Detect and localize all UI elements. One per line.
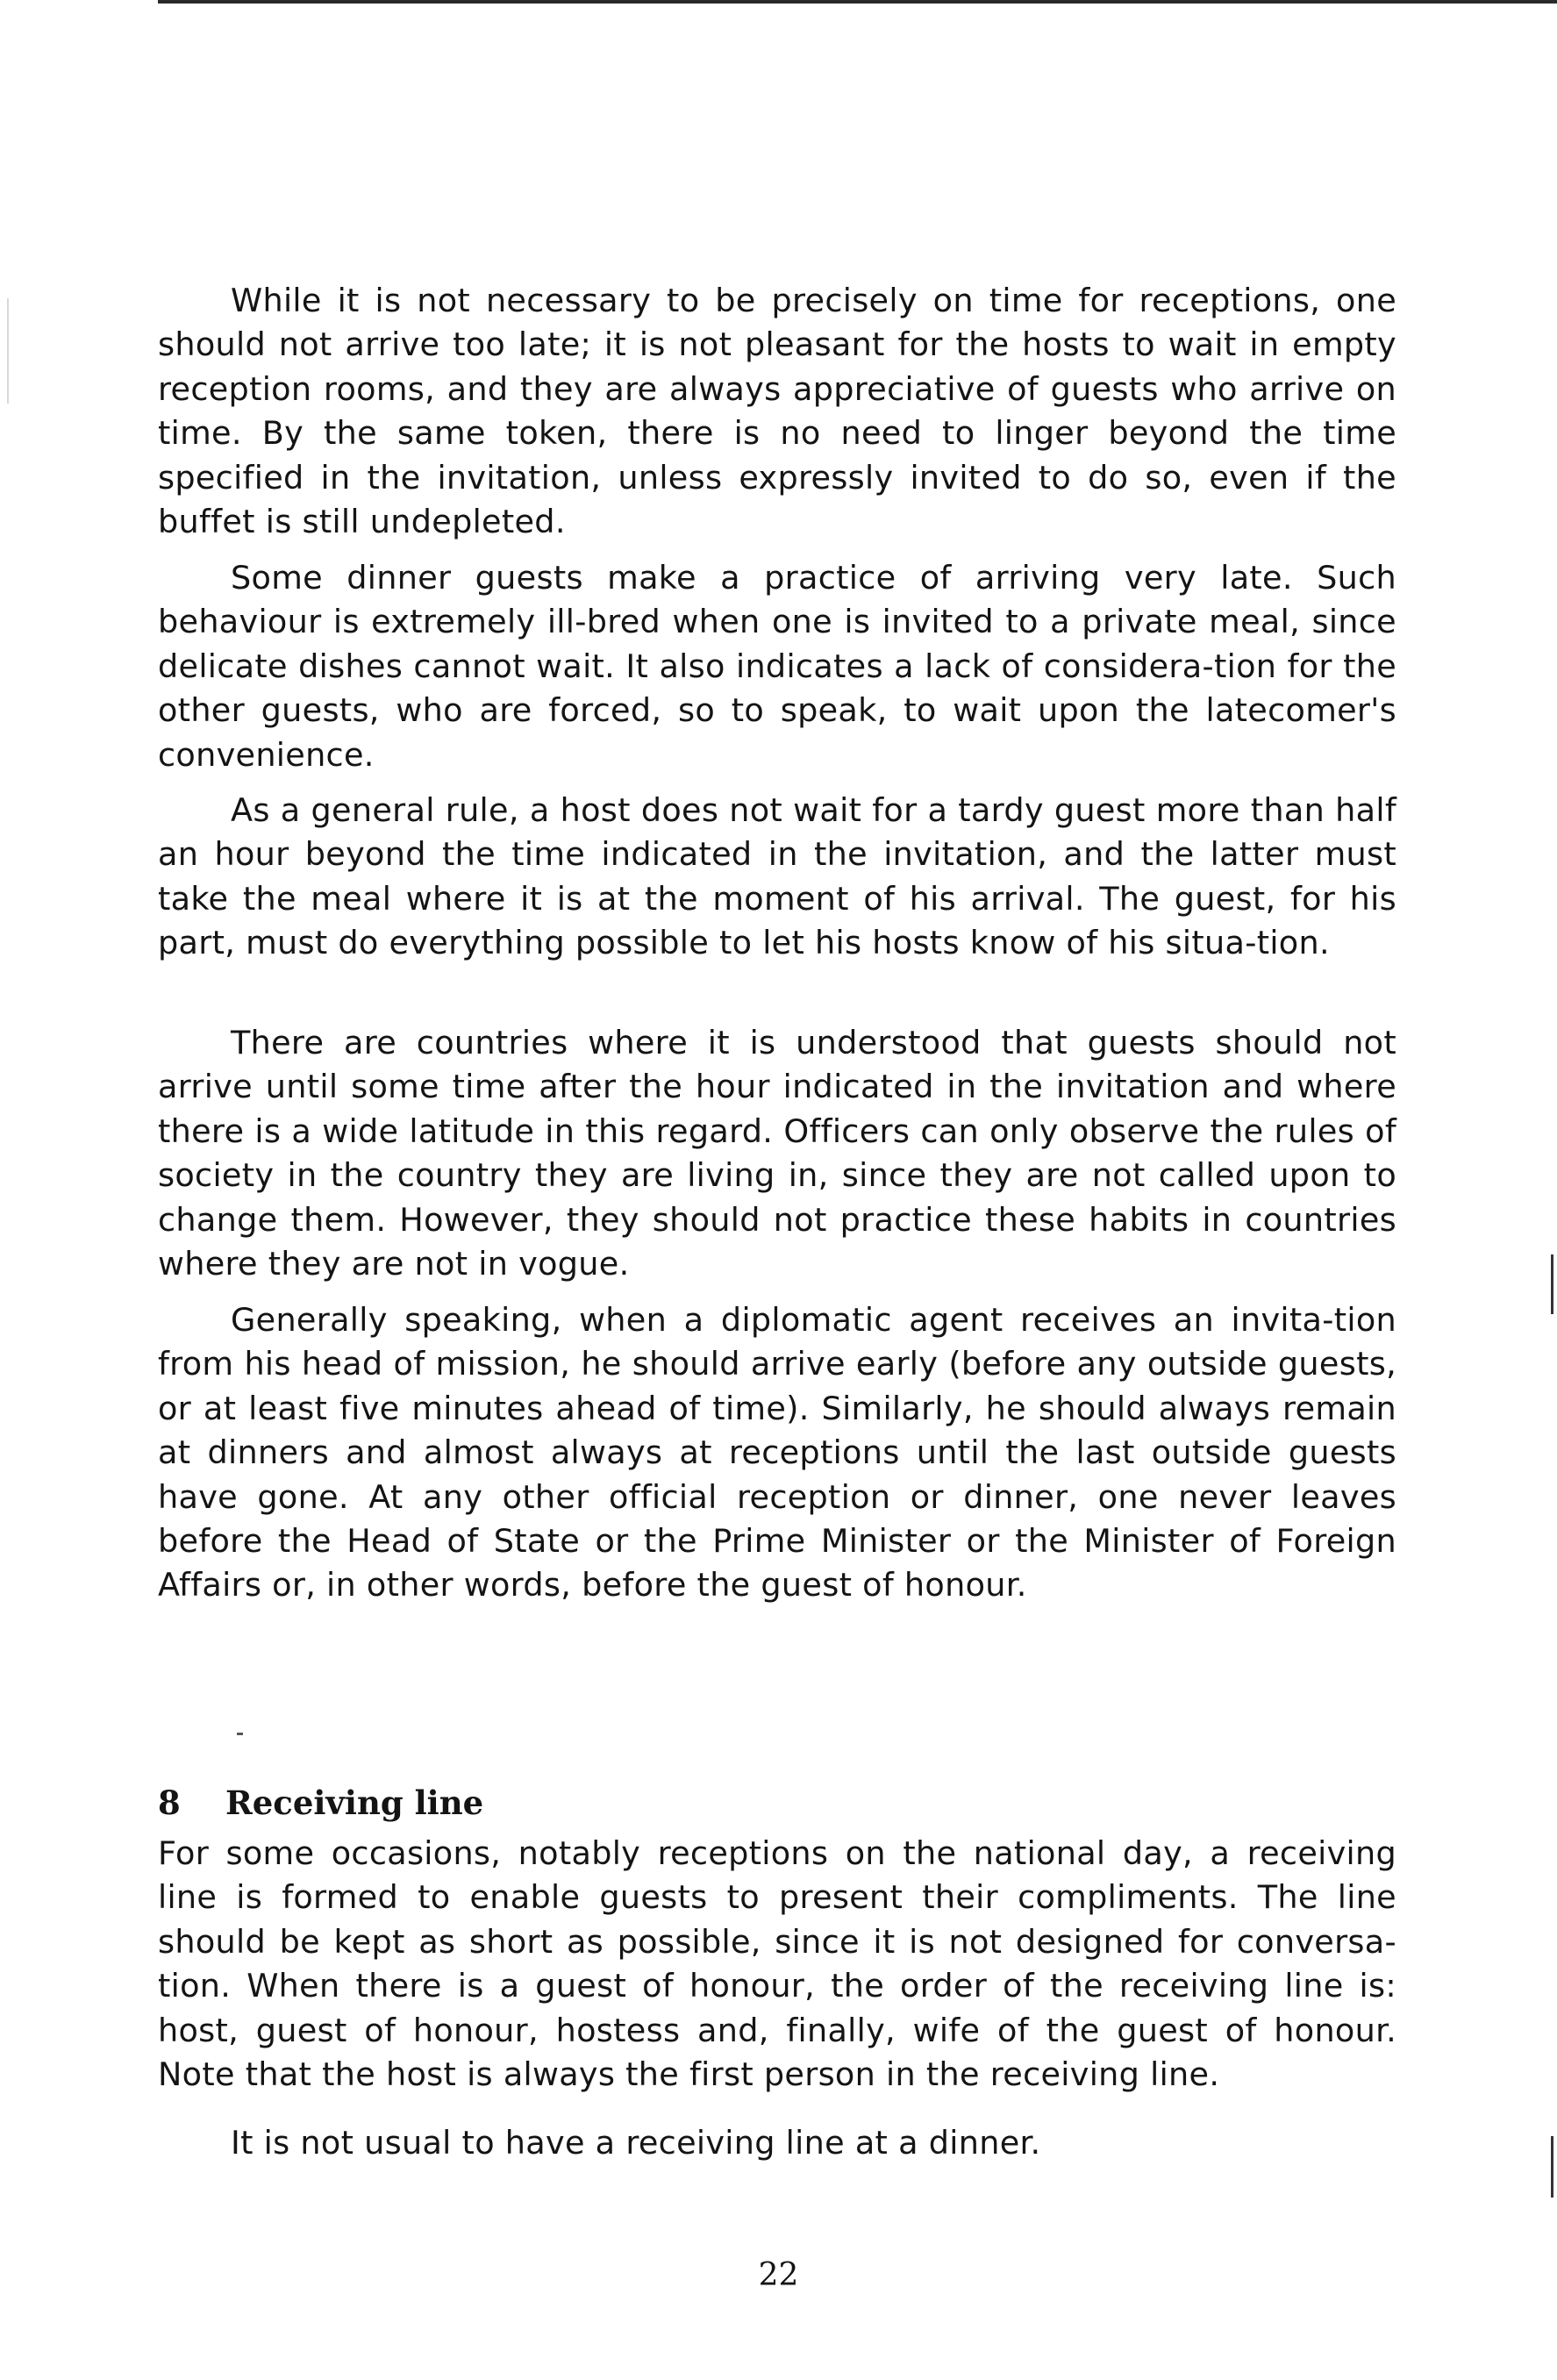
section-number: 8 (158, 1783, 181, 1822)
body-paragraph (158, 279, 1396, 544)
paragraph-text: While it is not necessary to be precisely on time for receptions, one should not arrive too late; it is not pleasant for the hosts to wait in empty reception rooms, and they are always appreciative of guests who arrive on time. By the same token, there is no need to linger beyond the time specified in the invitation, unless expressly invited to do so, even if the buffet is still undepleted. (158, 282, 1396, 541)
scan-edge (158, 0, 1557, 4)
section-heading (158, 1781, 483, 1825)
paragraph-text: Some dinner guests make a practice of arriving very late. Such behaviour is extremely ill-bred when one is invited to a private meal, since delicate dishes cannot wait. It also indicates a lack of considera-tion for the other guests, who are forced, so to speak, to wait upon the latecomer's convenience. (158, 559, 1396, 774)
body-paragraph (158, 556, 1396, 777)
scan-artifact (1551, 2136, 1553, 2198)
section-title: Receiving line (225, 1783, 484, 1822)
body-paragraph (158, 1021, 1396, 1286)
scan-artifact (7, 298, 9, 404)
paragraph-text: Generally speaking, when a diplomatic agent receives an invita-tion from his head of mission, he should arrive early (before any outside guests, or at least five minutes ahead of time). Similarly, he should always remain at dinners and almost always at receptions until the last outside guests have gone. At any other official reception or dinner, one never leaves before the Head of State or the Prime Minister or the Minister of Foreign Affairs or, in other words, before the guest of honour. (158, 1301, 1396, 1605)
paragraph-text: There are countries where it is understood that guests should not arrive until some time after the hour indicated in the invitation and where there is a wide latitude in this regard. Officers can only observe the rules of society in the country they are living in, since they are not called upon to change them. However, they should not practice these habits in countries where they are not in vogue. (158, 1024, 1396, 1283)
section-paragraph: For some occasions, notably receptions on the national day, a receiving line is formed to enable guests to present their compliments. The line should be kept as short as possible, since it is not designed for conversa-tion. When there is a guest of honour, the order of the receiving line is: host, guest of honour, hostess and, finally, wife of the guest of honour. Note that the host is always the first person in the receiving line. (158, 1834, 1396, 2094)
paragraph-text: As a general rule, a host does not wait for a tardy guest more than half an hour beyond the time indicated in the invitation, and the latter must take the meal where it is at the moment of his arrival. The guest, for his part, must do everything possible to let his hosts know of his situa-tion. (158, 791, 1396, 962)
body-paragraph (158, 1298, 1396, 1608)
stray-mark (237, 1733, 243, 1735)
scan-artifact (1551, 1254, 1553, 1314)
body-paragraph (158, 789, 1396, 966)
section-paragraph: It is not usual to have a receiving line at a dinner. (231, 2124, 1041, 2162)
page-number: 22 (758, 2257, 799, 2293)
